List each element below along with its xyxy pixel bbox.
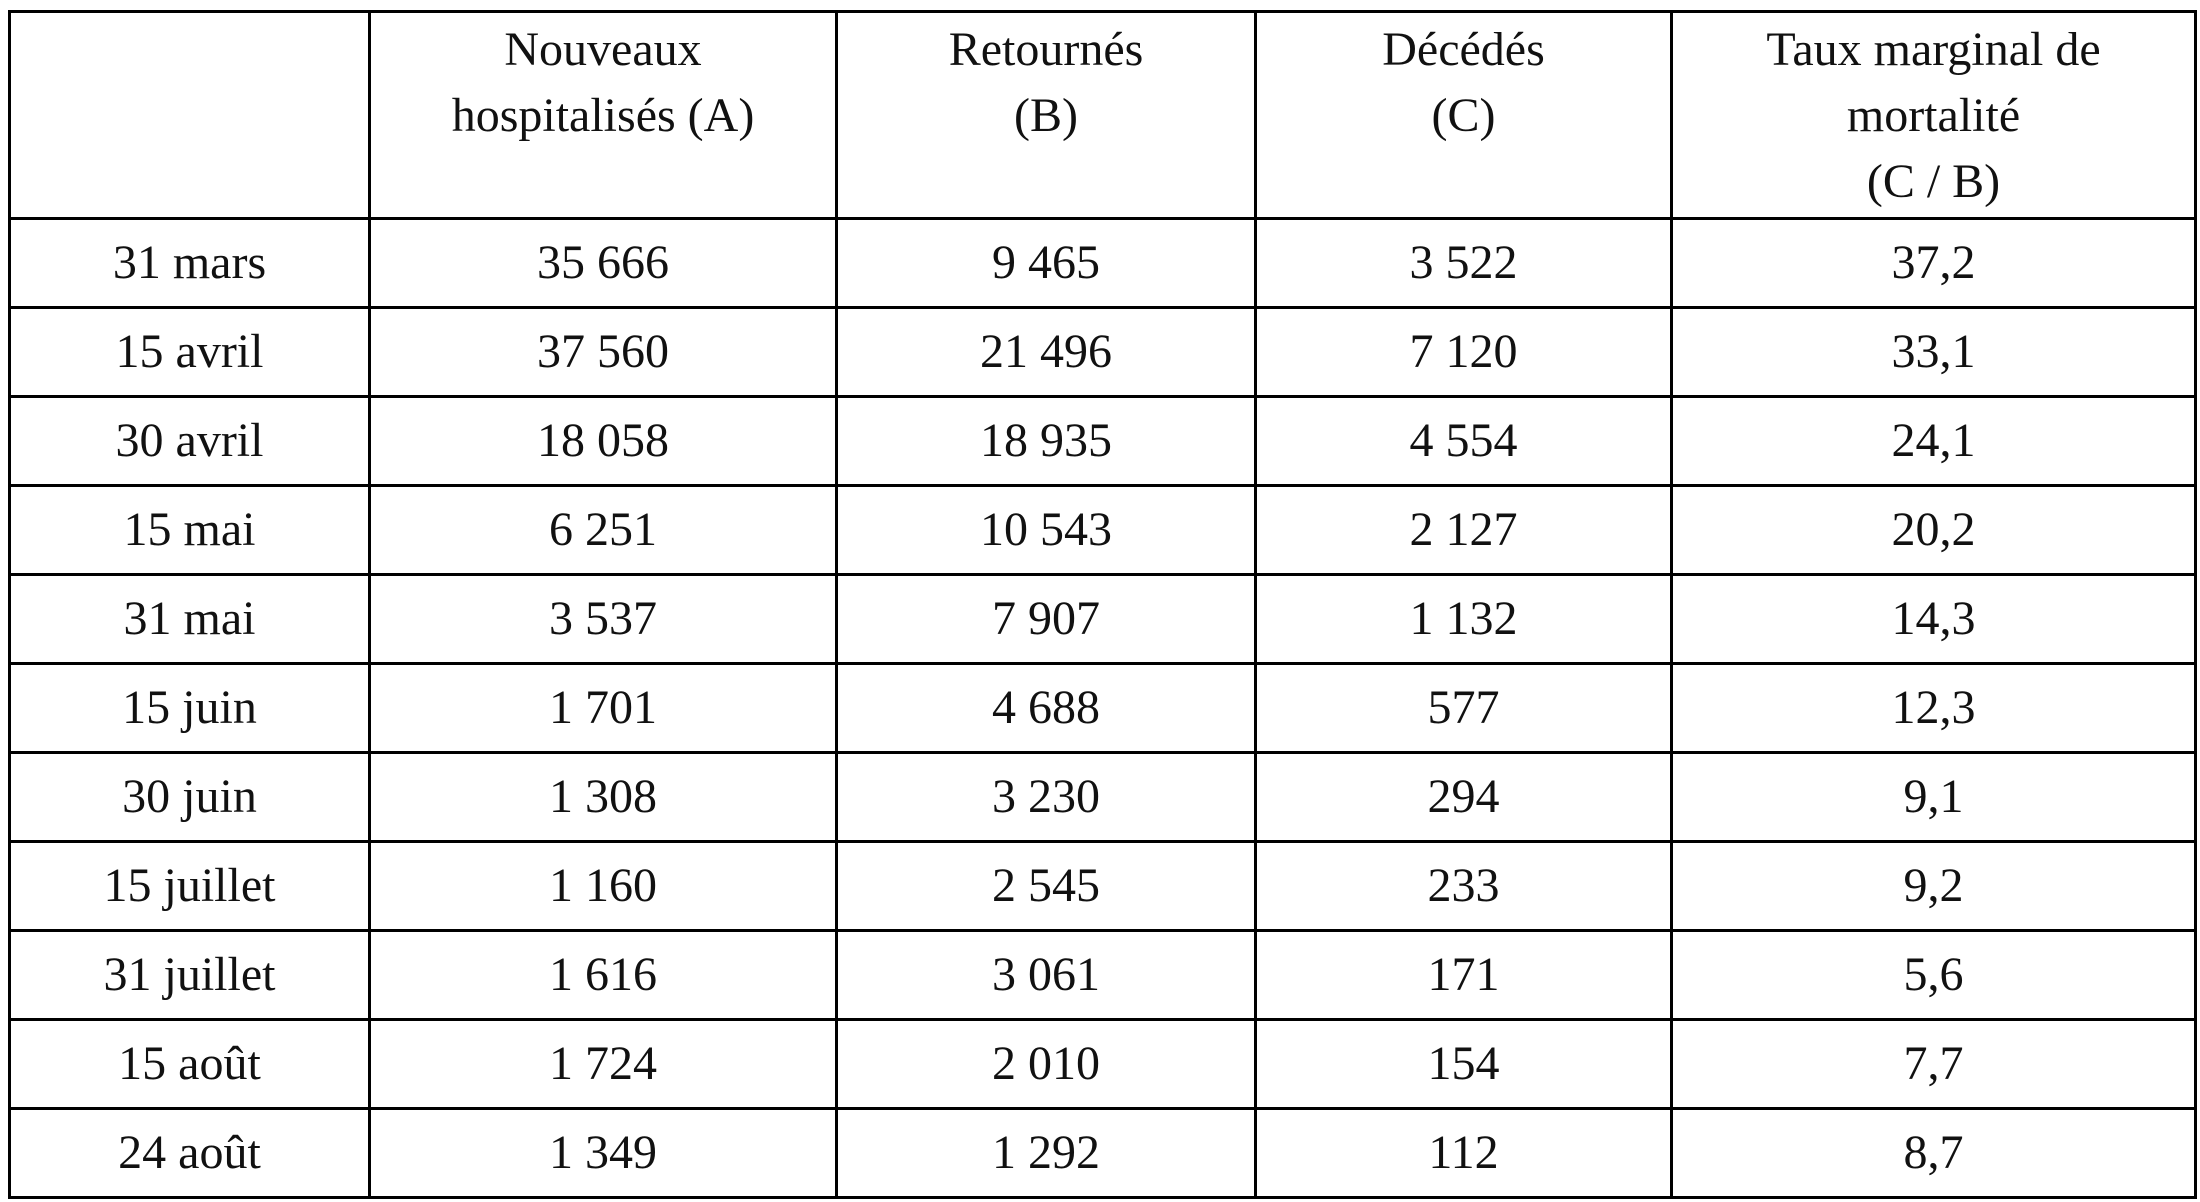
cell-taux: 9,1	[1672, 753, 2196, 842]
cell-retournes: 18 935	[837, 397, 1256, 486]
header-line: (C)	[1431, 89, 1496, 142]
cell-decedes: 1 132	[1256, 575, 1672, 664]
table-row	[10, 1020, 2196, 1109]
cell-date: 15 août	[10, 1020, 370, 1109]
table-row	[10, 308, 2196, 397]
cell-retournes: 10 543	[837, 486, 1256, 575]
table-row	[10, 931, 2196, 1020]
header-retournes	[837, 12, 1256, 219]
header-line: Retournés	[948, 23, 1144, 76]
cell-retournes: 2 010	[837, 1020, 1256, 1109]
cell-nouveaux: 1 308	[370, 753, 837, 842]
cell-date: 31 mai	[10, 575, 370, 664]
cell-retournes: 3 061	[837, 931, 1256, 1020]
cell-nouveaux: 35 666	[370, 219, 837, 308]
cell-retournes: 7 907	[837, 575, 1256, 664]
cell-date: 15 juillet	[10, 842, 370, 931]
cell-decedes: 4 554	[1256, 397, 1672, 486]
cell-decedes: 2 127	[1256, 486, 1672, 575]
cell-nouveaux: 18 058	[370, 397, 837, 486]
cell-retournes: 2 545	[837, 842, 1256, 931]
cell-retournes: 21 496	[837, 308, 1256, 397]
cell-taux: 37,2	[1672, 219, 2196, 308]
cell-retournes: 9 465	[837, 219, 1256, 308]
cell-taux: 5,6	[1672, 931, 2196, 1020]
cell-nouveaux: 6 251	[370, 486, 837, 575]
header-line: (C / B)	[1866, 155, 2001, 208]
header-line: (B)	[1014, 89, 1078, 142]
cell-nouveaux: 1 349	[370, 1109, 837, 1198]
cell-decedes: 7 120	[1256, 308, 1672, 397]
cell-nouveaux: 37 560	[370, 308, 837, 397]
cell-taux: 14,3	[1672, 575, 2196, 664]
cell-date: 24 août	[10, 1109, 370, 1198]
cell-date: 30 avril	[10, 397, 370, 486]
table-row	[10, 664, 2196, 753]
cell-taux: 12,3	[1672, 664, 2196, 753]
cell-date: 15 mai	[10, 486, 370, 575]
cell-retournes: 4 688	[837, 664, 1256, 753]
table-row	[10, 753, 2196, 842]
table-row	[10, 397, 2196, 486]
header-line: mortalité	[1846, 89, 2021, 142]
cell-decedes: 233	[1256, 842, 1672, 931]
table-row	[10, 842, 2196, 931]
cell-nouveaux: 1 701	[370, 664, 837, 753]
header-date	[10, 12, 370, 219]
cell-date: 15 avril	[10, 308, 370, 397]
cell-taux: 33,1	[1672, 308, 2196, 397]
cell-taux: 24,1	[1672, 397, 2196, 486]
cell-decedes: 3 522	[1256, 219, 1672, 308]
cell-taux: 9,2	[1672, 842, 2196, 931]
cell-decedes: 154	[1256, 1020, 1672, 1109]
header-line: Nouveaux	[504, 23, 702, 76]
cell-date: 15 juin	[10, 664, 370, 753]
cell-nouveaux: 1 616	[370, 931, 837, 1020]
cell-decedes: 171	[1256, 931, 1672, 1020]
cell-nouveaux: 1 724	[370, 1020, 837, 1109]
cell-retournes: 3 230	[837, 753, 1256, 842]
cell-nouveaux: 3 537	[370, 575, 837, 664]
header-row	[10, 12, 2196, 219]
table-row	[10, 486, 2196, 575]
cell-taux: 20,2	[1672, 486, 2196, 575]
cell-date: 31 juillet	[10, 931, 370, 1020]
cell-taux: 8,7	[1672, 1109, 2196, 1198]
header-nouveaux-hospitalises	[370, 12, 837, 219]
data-table	[8, 10, 2197, 1199]
cell-decedes: 577	[1256, 664, 1672, 753]
header-line: hospitalisés (A)	[451, 89, 755, 142]
cell-date: 30 juin	[10, 753, 370, 842]
header-line: Décédés	[1382, 23, 1545, 76]
header-taux-marginal-mortalite	[1672, 12, 2196, 219]
cell-decedes: 294	[1256, 753, 1672, 842]
cell-decedes: 112	[1256, 1109, 1672, 1198]
header-decedes	[1256, 12, 1672, 219]
header-line: Taux marginal de	[1766, 23, 2101, 76]
cell-taux: 7,7	[1672, 1020, 2196, 1109]
cell-date: 31 mars	[10, 219, 370, 308]
table-row	[10, 219, 2196, 308]
table-row	[10, 1109, 2196, 1198]
cell-retournes: 1 292	[837, 1109, 1256, 1198]
cell-nouveaux: 1 160	[370, 842, 837, 931]
table-row	[10, 575, 2196, 664]
